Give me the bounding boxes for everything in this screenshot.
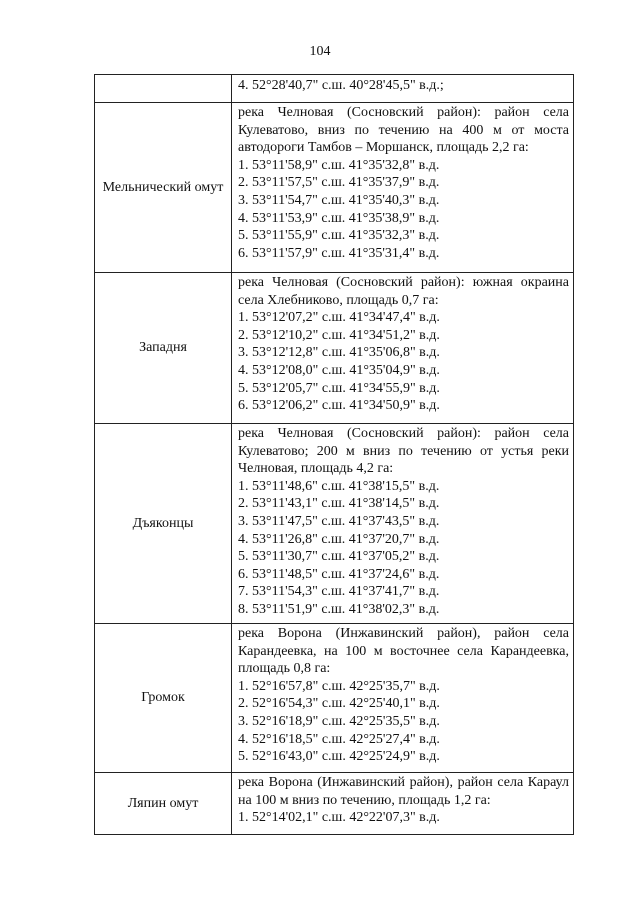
coordinate-point: 3. 53°11'47,5" с.ш. 41°37'43,5" в.д. [238,513,440,529]
coordinate-point: 2. 53°11'43,1" с.ш. 41°38'14,5" в.д. [238,496,440,512]
coordinate-point: 8. 53°11'51,9" с.ш. 41°38'02,3" в.д. [238,601,440,617]
coordinate-point: 6. 53°11'48,5" с.ш. 41°37'24,6" в.д. [238,566,440,582]
coordinate-point: 1. 52°14'02,1" с.ш. 42°22'07,3" в.д. [238,810,440,826]
coordinate-point: 6. 53°12'06,2" с.ш. 41°34'50,9" в.д. [238,398,440,414]
coordinate-point: 3. 52°16'18,9" с.ш. 42°25'35,5" в.д. [238,713,440,729]
table-row [95,75,574,103]
coordinate-point: 5. 52°16'43,0" с.ш. 42°25'24,9" в.д. [238,749,440,765]
coordinate-point: 1. 53°12'07,2" с.ш. 41°34'47,4" в.д. [238,310,440,326]
coordinate-point: 7. 53°11'54,3" с.ш. 41°37'41,7" в.д. [238,584,440,600]
location-description-cell [232,773,574,835]
location-description: река Ворона (Инжавинский район), район села Караул на 100 м вниз по течению, площадь 1,2 га: [238,775,569,808]
water-body-name-cell [95,773,232,835]
coordinate-point: 2. 53°12'10,2" с.ш. 41°34'51,2" в.д. [238,327,440,343]
water-body-name-cell [95,273,232,424]
coordinate-point: 2. 53°11'57,5" с.ш. 41°35'37,9" в.д. [238,175,440,191]
water-body-name: Западня [139,340,187,356]
coordinate-point: 2. 52°16'54,3" с.ш. 42°25'40,1" в.д. [238,696,440,712]
coordinate-point: 5. 53°11'55,9" с.ш. 41°35'32,3" в.д. [238,228,440,244]
coordinate-point: 4. 53°11'53,9" с.ш. 41°35'38,9" в.д. [238,210,440,226]
coordinate-point: 4. 52°28'40,7" с.ш. 40°28'45,5" в.д.; [238,78,444,93]
water-body-name-cell [95,624,232,773]
location-description-cell [232,273,574,424]
water-body-name-cell [95,103,232,273]
location-description: река Челновая (Сосновский район): южная окраина села Хлебниково, площадь 0,7 га: [238,275,569,308]
location-description-cell [232,75,574,103]
table-row [95,424,574,624]
location-description-cell [232,103,574,273]
table-row [95,624,574,773]
water-body-name: Дъяконцы [132,515,194,531]
table-row [95,273,574,424]
coordinate-point: 4. 53°11'26,8" с.ш. 41°37'20,7" в.д. [238,531,440,547]
coordinate-point: 1. 53°11'48,6" с.ш. 41°38'15,5" в.д. [238,478,440,494]
water-body-name: Ляпин омут [127,795,199,811]
location-description: река Ворона (Инжавинский район), район села Карандеевка, на 100 м восточнее села Карандеевка, площадь 0,8 га: [238,626,569,677]
coordinate-point: 4. 52°16'18,5" с.ш. 42°25'27,4" в.д. [238,731,440,747]
coordinate-point: 6. 53°11'57,9" с.ш. 41°35'31,4" в.д. [238,245,440,261]
page-number: 104 [309,44,331,59]
table-row [95,103,574,273]
location-description: река Челновая (Сосновский район): район села Кулеватово, вниз по течению на 400 м от моста автодороги Тамбов – Моршанск, площадь 2,2 га: [238,105,569,156]
coordinate-point: 5. 53°11'30,7" с.ш. 41°37'05,2" в.д. [238,549,440,565]
water-body-name-cell [95,424,232,624]
coordinate-point: 3. 53°12'12,8" с.ш. 41°35'06,8" в.д. [238,345,440,361]
location-description-cell [232,624,574,773]
coordinate-point: 1. 53°11'58,9" с.ш. 41°35'32,8" в.д. [238,157,440,173]
location-description-cell [232,424,574,624]
coordinate-point: 1. 52°16'57,8" с.ш. 42°25'35,7" в.д. [238,678,440,694]
coordinate-point: 3. 53°11'54,7" с.ш. 41°35'40,3" в.д. [238,192,440,208]
water-body-name-cell [95,75,232,103]
water-body-name: Громок [141,690,185,706]
water-body-name: Мельнический омут [102,179,224,195]
coordinate-point: 4. 53°12'08,0" с.ш. 41°35'04,9" в.д. [238,362,440,378]
coordinate-point: 5. 53°12'05,7" с.ш. 41°34'55,9" в.д. [238,380,440,396]
water-bodies-table [94,74,574,835]
table-row [95,773,574,835]
table-body [95,75,574,835]
location-description: река Челновая (Сосновский район): район села Кулеватово; 200 м вниз по течению от устья реки Челновая, площадь 4,2 га: [238,426,569,477]
